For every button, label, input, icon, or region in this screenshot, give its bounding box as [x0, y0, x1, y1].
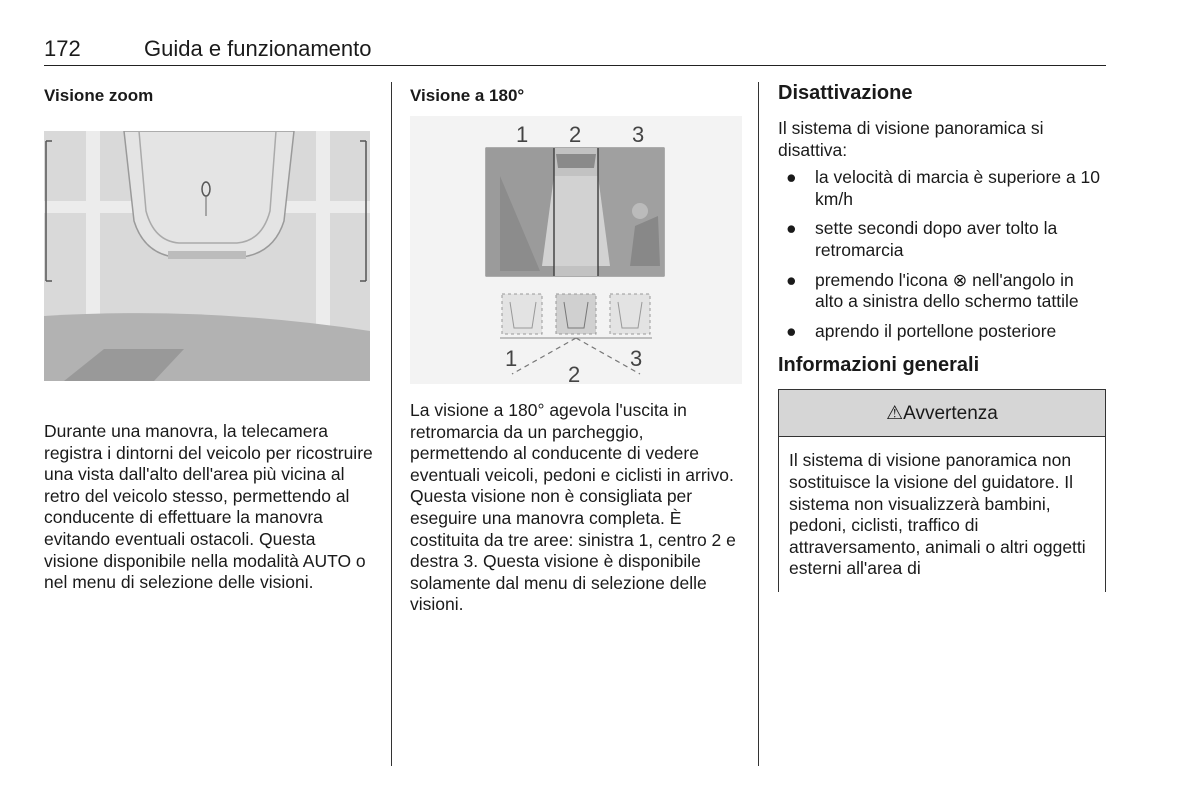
bullet-icon: ●: [786, 218, 797, 239]
bullet-icon: ●: [786, 269, 797, 290]
column-divider-left: [391, 82, 392, 766]
zoom-view-illustration: [44, 131, 370, 381]
figure-label-top-2: 2: [569, 122, 582, 147]
bullet-icon: ●: [786, 320, 797, 341]
figure-label-top-1: 1: [516, 122, 529, 147]
warning-box: [778, 389, 1106, 592]
section-heading-180: Visione a 180°: [410, 86, 525, 105]
zoom-description: Durante una manovra, la telecamera registra i dintorni del veicolo per ricostruire una vista dall'alto dell'area più vicina al retro del veicolo stesso, permettendo al conducente di effettuare la manovra evitando eventuali ostacoli. Questa visione disponibile nella modalità AUTO o nel menu di selezione delle visioni.: [44, 421, 373, 593]
list-item: [778, 321, 1106, 343]
figure-label-bottom-1: 1: [505, 346, 518, 371]
figure-label-bottom-3: 3: [630, 346, 643, 371]
disattivazione-intro: Il sistema di visione panoramica si disattiva:: [778, 118, 1044, 160]
warning-header: [779, 390, 1105, 437]
column-divider-right: [758, 82, 759, 766]
list-item-text: aprendo il portellone posteriore: [815, 320, 1057, 341]
view-180-description: La visione a 180° agevola l'uscita in retromarcia da un parcheggio, permettendo al conducente di vedere eventuali veicoli, pedoni e ciclisti in arrivo. Questa visione non è consigliata per eseguire una manovra completa. È costituita da tre aree: sinistra 1, centro 2 e destra 3. Questa visione è disponibile solamente dal menu di selezione delle visioni.: [410, 400, 736, 615]
view-180-illustration: [410, 116, 742, 384]
page-number: 172: [44, 36, 81, 61]
figure-label-top-3: 3: [632, 122, 645, 147]
list-item: [778, 167, 1106, 210]
chapter-title: Guida e funzionamento: [144, 36, 372, 61]
section-heading-disattivazione: Disattivazione: [778, 82, 913, 104]
warning-title: ⚠Avvertenza: [886, 402, 998, 424]
list-item-text: sette secondi dopo aver tolto la retromarcia: [815, 218, 1058, 260]
section-heading-zoom: Visione zoom: [44, 86, 154, 105]
list-item: [778, 218, 1106, 261]
column-180: [410, 82, 742, 616]
zoom-view-figure: [44, 131, 370, 381]
column-zoom: [44, 82, 374, 594]
bullet-icon: ●: [786, 167, 797, 188]
disattivazione-list: [778, 167, 1106, 342]
warning-body: Il sistema di visione panoramica non sostituisce la visione del guidatore. Il sistema non visualizzerà bambini, pedoni, ciclisti, traffico di attraversamento, animali o altri oggetti esterni all'area di: [789, 450, 1086, 579]
list-item-text: la velocità di marcia è superiore a 10 km/h: [815, 167, 1101, 209]
column-disattivazione: [778, 82, 1106, 592]
page-header: [44, 33, 1106, 66]
list-item: [778, 270, 1106, 313]
section-heading-informazioni: Informazioni generali: [778, 354, 980, 377]
list-item-text: premendo l'icona ⊗ nell'angolo in alto a sinistra dello schermo tattile: [815, 269, 1079, 312]
figure-label-bottom-2: 2: [568, 362, 581, 384]
view-180-figure: [410, 116, 742, 384]
